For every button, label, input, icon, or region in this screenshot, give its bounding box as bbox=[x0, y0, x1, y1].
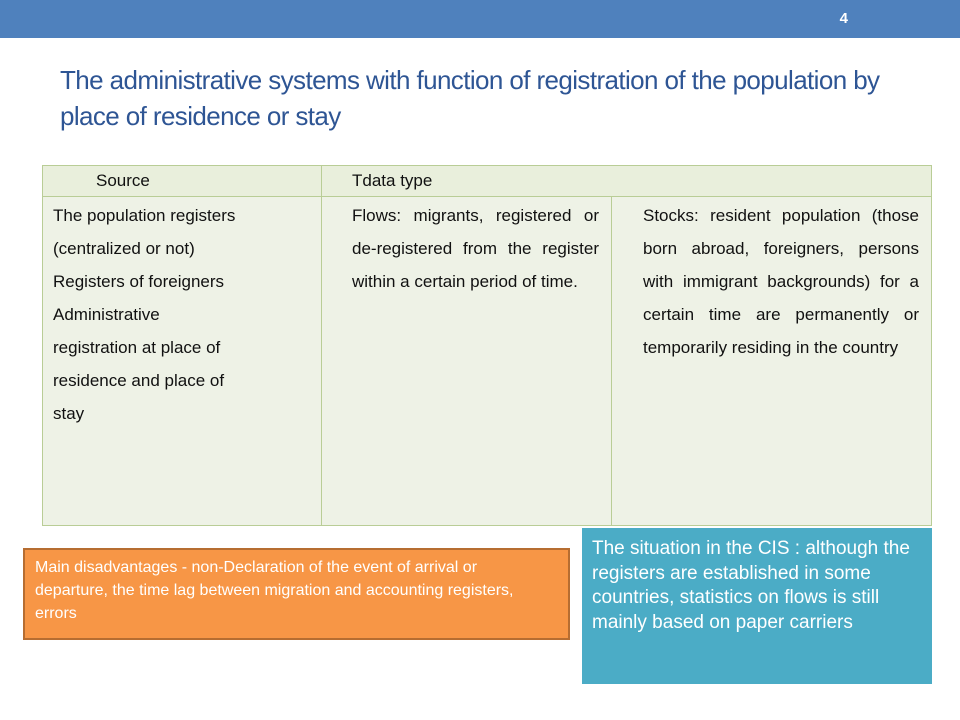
header-type-cell bbox=[322, 166, 932, 197]
stocks-cell bbox=[612, 197, 932, 526]
table-row bbox=[43, 197, 932, 526]
slide-title: The administrative systems with function of registration of the population by place of residence or stay bbox=[60, 65, 880, 131]
disadvantages-callout: Main disadvantages - non-Declaration of the event of arrival or departure, the time lag between migration and accounting registers, errors bbox=[23, 548, 570, 640]
source-line: Administrative bbox=[53, 305, 160, 324]
source-line: The population registers bbox=[53, 206, 236, 225]
source-line: stay bbox=[53, 404, 85, 423]
data-source-table bbox=[42, 165, 932, 526]
cis-situation-callout: The situation in the CIS : although the registers are established in some countries, statistics on flows is still mainly based on paper carriers bbox=[582, 528, 932, 684]
source-line: residence and place of bbox=[53, 371, 225, 390]
source-line: Registers of foreigners bbox=[53, 272, 225, 291]
table-header-row bbox=[43, 166, 932, 197]
flows-cell bbox=[322, 197, 612, 526]
page-number: 4 bbox=[839, 10, 848, 27]
header-source: Source bbox=[96, 171, 150, 190]
source-line: registration at place of bbox=[53, 338, 221, 357]
source-line: (centralized or not) bbox=[53, 239, 195, 258]
source-cell bbox=[43, 197, 322, 526]
top-bar bbox=[0, 0, 960, 38]
header-data-type: Tdata type bbox=[352, 171, 433, 190]
stocks-text: Stocks: resident population (those born abroad, foreigners, persons with immigrant backgrounds) for a certain time are permanently or temporarily residing in the country bbox=[643, 206, 920, 357]
header-source-cell bbox=[43, 166, 322, 197]
flows-text: Flows: migrants, registered or de-registered from the register within a certain period of time. bbox=[352, 206, 599, 291]
